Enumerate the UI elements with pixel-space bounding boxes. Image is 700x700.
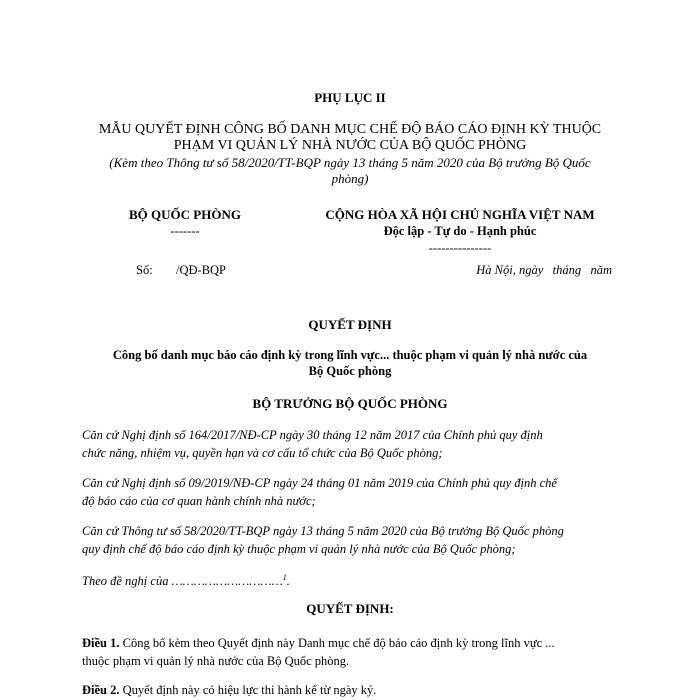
motto-rule: --------------- bbox=[428, 241, 492, 255]
proposal-footnote: 1 bbox=[282, 573, 287, 582]
proposal-text: Theo đề nghị của ………………………… bbox=[82, 574, 283, 589]
legal-basis-2-line1: Căn cứ Nghị định số 09/2019/NĐ-CP ngày 24 tháng 01 năm 2019 của Chính phủ quy định chế bbox=[82, 476, 557, 490]
legal-basis-1-line2: chức năng, nhiệm vụ, quyền hạn và cơ cấu tổ chức của Bộ Quốc phòng; bbox=[82, 446, 443, 460]
article-1-label: Điều 1. bbox=[82, 636, 120, 650]
national-motto: Độc lập - Tự do - Hạnh phúc bbox=[383, 224, 537, 238]
appendix-heading-line1: MẪU QUYẾT ĐỊNH CÔNG BỐ DANH MỤC CHẾ ĐỘ BÁO CÁO ĐỊNH KỲ THUỘC bbox=[98, 122, 602, 137]
legal-basis-3-line1: Căn cứ Thông tư số 58/2020/TT-BQP ngày 13 tháng 5 năm 2020 của Bộ trưởng Bộ Quốc phòng bbox=[82, 524, 564, 538]
decision-authority: BỘ TRƯỞNG BỘ QUỐC PHÒNG bbox=[252, 396, 448, 411]
number-value: /QĐ-BQP bbox=[176, 263, 227, 277]
agency-name: BỘ QUỐC PHÒNG bbox=[129, 207, 241, 222]
appendix-note-line2: phòng) bbox=[331, 171, 369, 186]
proposal-line bbox=[82, 569, 622, 590]
decides-heading: QUYẾT ĐỊNH: bbox=[306, 601, 394, 616]
decision-type: QUYẾT ĐỊNH bbox=[308, 317, 392, 332]
country-name: CỘNG HÒA XÃ HỘI CHỦ NGHĨA VIỆT NAM bbox=[325, 207, 595, 222]
proposal-end: . bbox=[286, 574, 290, 589]
appendix-note-line1: (Kèm theo Thông tư số 58/2020/TT-BQP ngày 13 tháng 5 năm 2020 của Bộ trưởng Bộ Quốc bbox=[109, 155, 591, 170]
article-2-line1: Quyết định này có hiệu lực thi hành kể từ ngày ký. bbox=[119, 683, 377, 697]
article-1 bbox=[82, 634, 622, 670]
place-date: Hà Nội, ngày tháng năm bbox=[476, 263, 612, 277]
appendix-heading-line2: PHẠM VI QUẢN LÝ NHÀ NƯỚC CỦA BỘ QUỐC PHÒNG bbox=[173, 138, 527, 153]
decision-subject-line1: Công bố danh mục báo cáo định kỳ trong lĩnh vực... thuộc phạm vi quản lý nhà nước của bbox=[112, 348, 588, 362]
decision-subject-line2: Bộ Quốc phòng bbox=[308, 364, 392, 378]
article-1-line2: thuộc phạm vi quản lý nhà nước của Bộ Quốc phòng. bbox=[82, 654, 350, 668]
number-label: Số: bbox=[136, 263, 153, 277]
legal-basis-1 bbox=[82, 426, 622, 462]
article-2 bbox=[82, 681, 622, 699]
legal-basis-2 bbox=[82, 474, 622, 510]
legal-basis-3-line2: quy định chế độ báo cáo định kỳ thuộc phạm vi quản lý nhà nước của Bộ Quốc phòng; bbox=[82, 542, 516, 556]
legal-basis-1-line1: Căn cứ Nghị định số 164/2017/NĐ-CP ngày 30 tháng 12 năm 2017 của Chính phủ quy định bbox=[82, 428, 543, 442]
appendix-title: PHỤ LỤC II bbox=[314, 90, 386, 105]
article-1-line1: Công bố kèm theo Quyết định này Danh mục chế độ báo cáo định kỳ trong lĩnh vực ... bbox=[119, 636, 555, 650]
agency-rule: ------- bbox=[170, 224, 200, 238]
article-2-label: Điều 2. bbox=[82, 683, 120, 697]
legal-basis-3 bbox=[82, 522, 622, 558]
legal-basis-2-line2: độ báo cáo của cơ quan hành chính nhà nước; bbox=[82, 494, 316, 508]
